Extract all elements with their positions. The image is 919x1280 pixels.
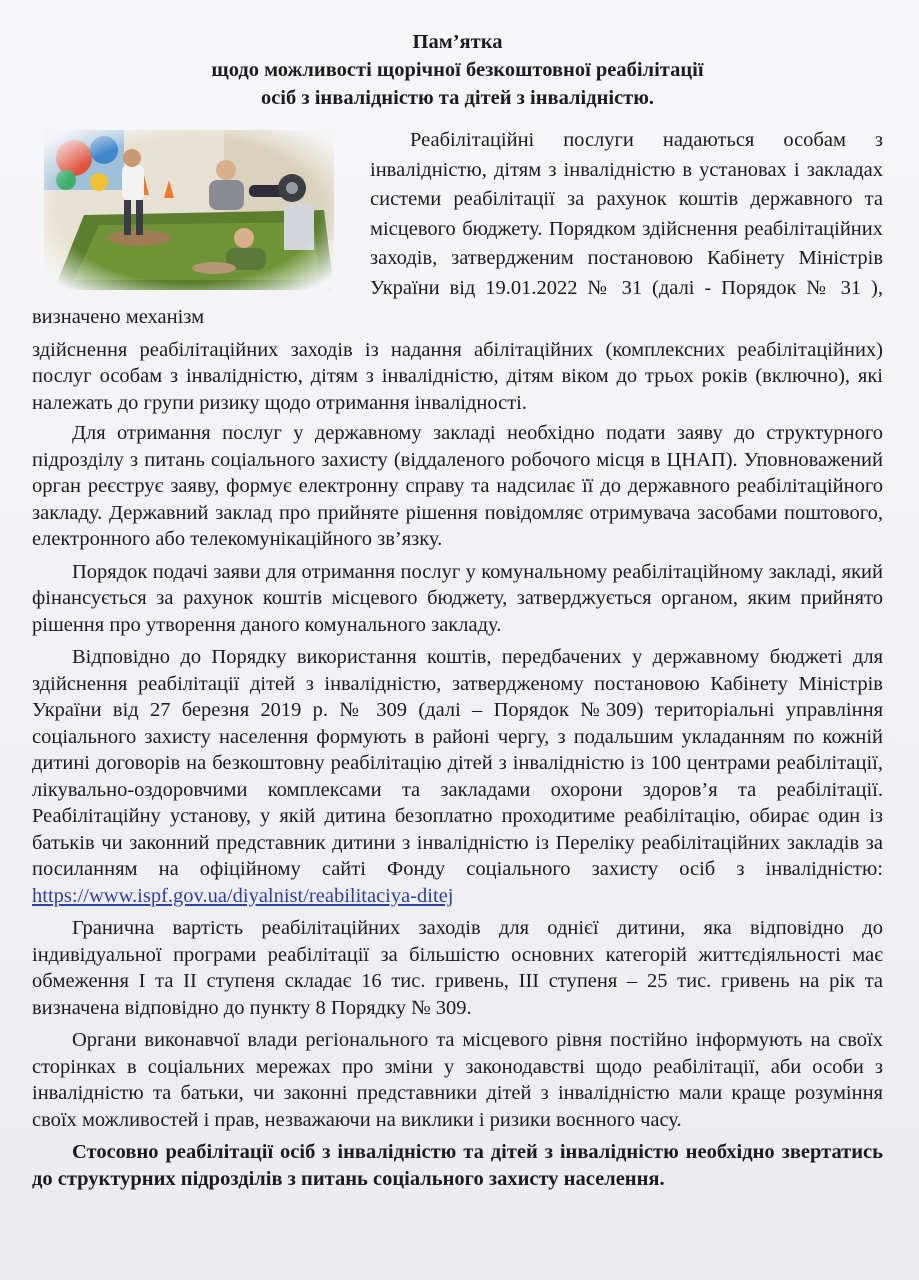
document-title bbox=[32, 28, 883, 112]
title-line-2: щодо можливості щорічної безкоштовної реабілітації bbox=[211, 59, 704, 81]
intro-section bbox=[32, 126, 883, 333]
title-line-1: Пам’ятка bbox=[412, 31, 503, 53]
title-line-3: осіб з інвалідністю та дітей з інвалідністю. bbox=[260, 87, 655, 109]
ispf-rehabilitation-link[interactable]: https://www.ispf.gov.ua/diyalnist/reabilitaciya-ditej bbox=[32, 884, 454, 907]
intro-continuation: здійснення реабілітаційних заходів із надання абілітаційних (комплексних реабілітаційних) послуг особам з інвалідністю, дітям з інвалідністю, дітям віком до трьох років (включно), які належать до групи ризику щодо отримання інвалідності. bbox=[32, 338, 883, 414]
paragraph-application-state: Для отримання послуг у державному закладі необхідно подати заяву до структурного підрозділу з питань соціального захисту (віддаленого робочого місця в ЦНАП). Уповноважений орган реєструє заяву, формує електронну справу та надсилає її до державного реабілітаційного закладу. Державний заклад про прийняте рішення повідомляє отримувача засобами поштового, електронного або телекомунікаційного зв’язку. bbox=[32, 422, 883, 550]
paragraph-cost-limit: Гранична вартість реабілітаційних заходів для однієї дитини, яка відповідно до індивідуальної програми реабілітації за більшістю основних категорій життєдіяльності має обмеження І та ІІ ступеня складає 16 тис. гривень, ІІІ ступеня – 25 тис. гривень на рік та визначена відповідно до пункту 8 Порядку № 309. bbox=[32, 917, 883, 1019]
children-therapy-illustration bbox=[44, 130, 334, 290]
paragraph-procedure-309 bbox=[32, 644, 883, 909]
rehabilitation-photo bbox=[44, 130, 334, 290]
paragraph-procedure-309-text: Відповідно до Порядку використання коштів, передбачених у державному бюджеті для здійснення реабілітації дітей з інвалідністю, затвердженому постановою Кабінету Міністрів України від 27 березня 2019 р. № 309 (далі – Порядок №309) територіальні управління соціального захисту населення формують в районі чергу, з подальшим укладанням по кожній дитині договорів на безкоштовну реабілітацію дітей з інвалідністю із 100 центрами реабілітації, лікувально-оздоровчими комплексами та закладами охорони здоров’я та реабілітації. Реабілітаційну установу, у якій дитина безоплатно проходитиме реабілітацію, обирає один із батьків чи законний представник дитини з інвалідністю із Переліку реабілітаційних закладів за посиланням на офіційному сайті Фонду соціального захисту осіб з інвалідністю: bbox=[32, 646, 883, 880]
paragraph-authorities-inform: Органи виконавчої влади регіонального та місцевого рівня постійно інформують на своїх сторінках в соціальних мережах про зміни у законодавстві щодо реабілітації, аби особи з інвалідністю та батьки, чи законні представники дітей з інвалідністю мали краще розуміння своїх можливостей і прав, незважаючи на виклики і ризики воєнного часу. bbox=[32, 1029, 883, 1131]
paragraph-contact-notice: Стосовно реабілітації осіб з інвалідністю та дітей з інвалідністю необхідно звертатись до структурних підрозділів з питань соціального захисту населення. bbox=[32, 1141, 883, 1190]
paragraph-application-communal: Порядок подачі заяви для отримання послуг у комунальному реабілітаційному закладі, який фінансується за рахунок коштів місцевого бюджету, затверджується органом, яким прийнято рішення про утворення даного комунального закладу. bbox=[32, 560, 883, 636]
intro-paragraph: Реабілітаційні послуги надаються особам з інвалідністю, дітям з інвалідністю в установах і закладах системи реабілітації за рахунок коштів державного та місцевого бюджету. Порядком здійснення реабілітаційних заходів, затвердженим постановою Кабінету Міністрів України від 19.01.2022 № 31 (далі - Порядок № 31 ), визначено механізм bbox=[32, 129, 883, 328]
